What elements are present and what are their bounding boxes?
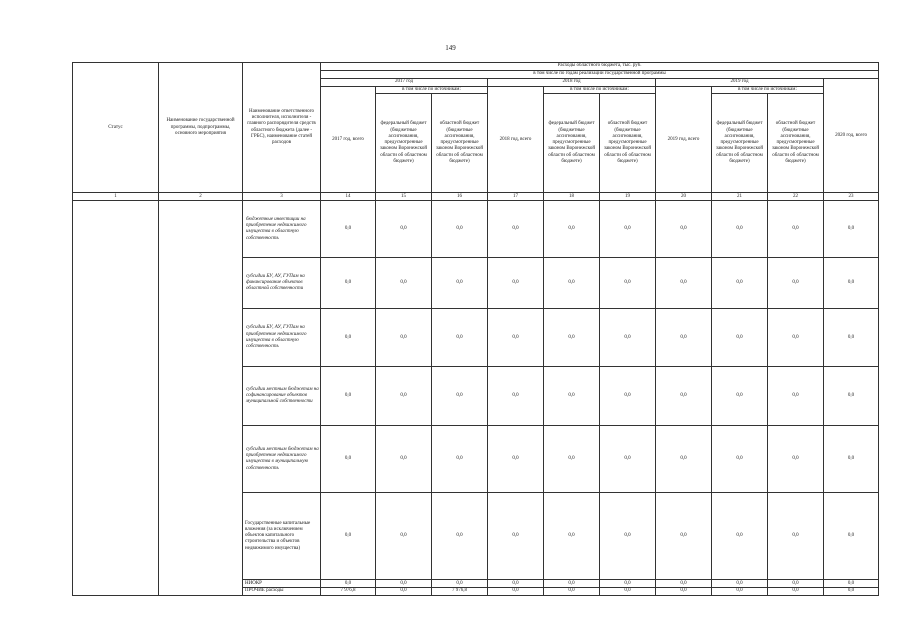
value-cell: 0,0 — [768, 258, 824, 309]
value-cell: 0,0 — [544, 367, 600, 426]
column-number: 1 — [73, 193, 159, 201]
value-cell: 0,0 — [768, 426, 824, 493]
header-total-2017: 2017 год, всего — [321, 87, 376, 193]
value-cell: 0,0 — [544, 309, 600, 367]
value-cell: 0,0 — [768, 309, 824, 367]
value-cell: 0,0 — [712, 426, 768, 493]
header-by-years: в том числе по годам реализации государственной программы — [321, 71, 879, 79]
value-cell: 0,0 — [376, 426, 432, 493]
header-total-2020: 2020 год, всего — [824, 79, 879, 193]
value-cell: 0,0 — [544, 580, 600, 588]
row-label: субсидии местным бюджетам на приобретение недвижимого имущества в муниципальную собственность — [243, 426, 321, 493]
column-numbers-row — [73, 193, 879, 201]
column-number: 15 — [376, 193, 432, 201]
value-cell: 0,0 — [768, 201, 824, 258]
table-body — [73, 201, 879, 595]
value-cell: 0,0 — [824, 426, 879, 493]
value-cell: 0,0 — [712, 201, 768, 258]
value-cell: 0,0 — [600, 426, 656, 493]
header-federal-2017: федеральный бюджет (бюджетные ассигнования, предусмотренные законом Воронежской области об областном бюджете) — [376, 94, 432, 193]
value-cell: 0,0 — [768, 580, 824, 588]
value-cell: 0,0 — [656, 493, 712, 580]
value-cell: 0,0 — [712, 367, 768, 426]
value-cell: 0,0 — [544, 588, 600, 595]
value-cell: 0,0 — [656, 367, 712, 426]
value-cell: 0,0 — [824, 309, 879, 367]
value-cell: 0,0 — [544, 493, 600, 580]
value-cell: 0,0 — [768, 588, 824, 595]
value-cell: 0,0 — [376, 367, 432, 426]
row-label: субсидии БУ, АУ, ГУПам на приобретение недвижимого имущества в областную собственность — [243, 309, 321, 367]
header-year-2017: 2017 год — [321, 79, 488, 87]
value-cell: 0,0 — [656, 426, 712, 493]
value-cell: 0,0 — [656, 588, 712, 595]
value-cell: 0,0 — [488, 201, 544, 258]
column-number: 2 — [159, 193, 243, 201]
value-cell: 0,0 — [376, 588, 432, 595]
value-cell: 0,0 — [432, 580, 488, 588]
value-cell: 0,0 — [488, 309, 544, 367]
table-row — [73, 201, 879, 258]
value-cell: 0,0 — [824, 201, 879, 258]
value-cell: 0,0 — [656, 258, 712, 309]
value-cell: 0,0 — [544, 258, 600, 309]
column-number: 18 — [544, 193, 600, 201]
value-cell: 0,0 — [488, 367, 544, 426]
value-cell: 0,0 — [768, 493, 824, 580]
header-federal-2019: федеральный бюджет (бюджетные ассигнования, предусмотренные законом Воронежской области об областном бюджете) — [712, 94, 768, 193]
value-cell: 0,0 — [321, 309, 376, 367]
column-number: 3 — [243, 193, 321, 201]
value-cell: 0,0 — [768, 367, 824, 426]
column-number: 23 — [824, 193, 879, 201]
header-year-2018: 2018 год — [488, 79, 656, 87]
value-cell: 0,0 — [376, 493, 432, 580]
row-label: Государственные капитальные вложения (за исключением объектов капитального строительства и объектов недвижимого имущества) — [243, 493, 321, 580]
column-number: 20 — [656, 193, 712, 201]
value-cell: 0,0 — [656, 309, 712, 367]
value-cell: 0,0 — [712, 580, 768, 588]
column-number: 14 — [321, 193, 376, 201]
budget-table — [72, 62, 879, 596]
value-cell: 0,0 — [432, 493, 488, 580]
header-regional-2019: областной бюджет (бюджетные ассигнования, предусмотренные законом Воронежской области об областном бюджете) — [768, 94, 824, 193]
header-total-2018: 2018 год, всего — [488, 87, 544, 193]
value-cell: 0,0 — [712, 258, 768, 309]
value-cell: 0,0 — [488, 258, 544, 309]
header-federal-2018: федеральный бюджет (бюджетные ассигнования, предусмотренные законом Воронежской области об областном бюджете) — [544, 94, 600, 193]
value-cell: 0,0 — [488, 580, 544, 588]
value-cell: 0,0 — [544, 201, 600, 258]
value-cell: 0,0 — [712, 309, 768, 367]
row-label: субсидии местным бюджетам на софинансирование объектов муниципальной собственности — [243, 367, 321, 426]
value-cell: 0,0 — [824, 580, 879, 588]
row-label: субсидии БУ, АУ, ГУПам на финансирование объектов областной собственности — [243, 258, 321, 309]
page-number: 149 — [445, 44, 456, 52]
value-cell: 0,0 — [656, 201, 712, 258]
value-cell: 7 976,8 — [432, 588, 488, 595]
value-cell: 0,0 — [600, 493, 656, 580]
value-cell: 0,0 — [432, 309, 488, 367]
value-cell: 0,0 — [600, 309, 656, 367]
column-number: 22 — [768, 193, 824, 201]
value-cell: 0,0 — [432, 426, 488, 493]
value-cell: 0,0 — [600, 580, 656, 588]
row-label: ПРОЧИЕ расходы — [243, 588, 321, 595]
header-program-name: Наименование государственной программы, подпрограммы, основного мероприятия — [159, 63, 243, 193]
column-number: 17 — [488, 193, 544, 201]
value-cell: 0,0 — [712, 493, 768, 580]
value-cell: 7 976,8 — [321, 588, 376, 595]
value-cell: 0,0 — [432, 367, 488, 426]
value-cell: 0,0 — [824, 367, 879, 426]
value-cell: 0,0 — [600, 258, 656, 309]
header-sources-2018: в том числе по источникам: — [544, 87, 656, 94]
value-cell: 0,0 — [321, 493, 376, 580]
header-total-2019: 2019 год, всего — [656, 87, 712, 193]
value-cell: 0,0 — [824, 258, 879, 309]
column-number: 21 — [712, 193, 768, 201]
value-cell: 0,0 — [544, 426, 600, 493]
header-sources-2017: в том числе по источникам: — [376, 87, 488, 94]
value-cell: 0,0 — [321, 426, 376, 493]
value-cell: 0,0 — [376, 201, 432, 258]
value-cell: 0,0 — [488, 588, 544, 595]
header-status: Статус — [73, 63, 159, 193]
value-cell: 0,0 — [488, 493, 544, 580]
value-cell: 0,0 — [600, 201, 656, 258]
value-cell: 0,0 — [376, 580, 432, 588]
value-cell: 0,0 — [321, 580, 376, 588]
value-cell: 0,0 — [432, 201, 488, 258]
column-number: 16 — [432, 193, 488, 201]
program-cell — [159, 201, 243, 595]
header-regional-2017: областной бюджет (бюджетные ассигнования, предусмотренные законом Воронежской области об областном бюджете) — [432, 94, 488, 193]
value-cell: 0,0 — [321, 201, 376, 258]
value-cell: 0,0 — [488, 426, 544, 493]
status-cell — [73, 201, 159, 595]
column-number: 19 — [600, 193, 656, 201]
header-year-2019: 2019 год — [656, 79, 824, 87]
value-cell: 0,0 — [824, 493, 879, 580]
value-cell: 0,0 — [712, 588, 768, 595]
value-cell: 0,0 — [824, 588, 879, 595]
value-cell: 0,0 — [656, 580, 712, 588]
value-cell: 0,0 — [321, 367, 376, 426]
row-label: бюджетные инвестиции на приобретение недвижимого имущества в областную собственность — [243, 201, 321, 258]
value-cell: 0,0 — [600, 367, 656, 426]
value-cell: 0,0 — [376, 309, 432, 367]
value-cell: 0,0 — [376, 258, 432, 309]
value-cell: 0,0 — [600, 588, 656, 595]
header-regional-2018: областной бюджет (бюджетные ассигнования, предусмотренные законом Воронежской области об областном бюджете) — [600, 94, 656, 193]
value-cell: 0,0 — [432, 258, 488, 309]
row-label: НИОКР — [243, 580, 321, 588]
value-cell: 0,0 — [321, 258, 376, 309]
header-expenses-title: Расходы областного бюджета, тыс. руб. — [321, 63, 879, 71]
header-sources-2019: в том числе по источникам: — [712, 87, 824, 94]
header-executor: Наименование ответственного исполнителя, исполнителя - главного распорядителя средств областного бюджета (далее - ГРБС), наименование статей расходов — [243, 63, 321, 193]
